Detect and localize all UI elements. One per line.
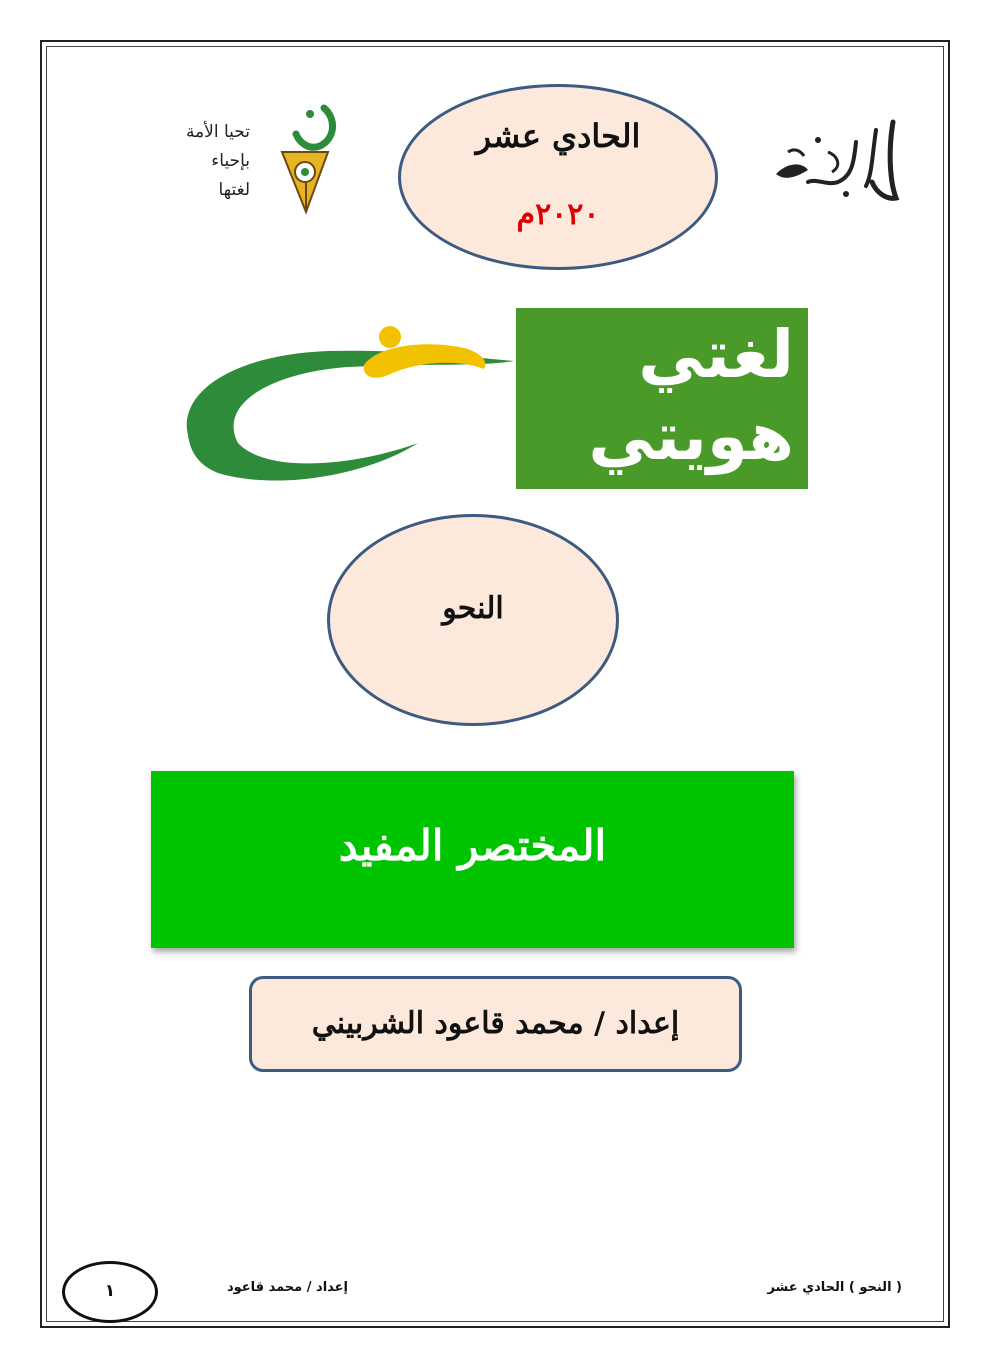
footer-author: إعداد / محمد قاعود xyxy=(226,1280,348,1295)
banner-line-2: هويتي xyxy=(588,398,794,475)
grade-badge xyxy=(398,84,718,270)
main-title-box xyxy=(151,771,794,948)
slogan-line: تحيا الأمة xyxy=(185,122,250,142)
footer-header: ( النحو ) الحادي عشر xyxy=(767,1280,902,1295)
banner-panel xyxy=(516,308,808,489)
grade-year: ٢٠٢٠م xyxy=(516,197,600,232)
subject-title: النحو xyxy=(442,591,504,626)
subject-badge xyxy=(327,514,619,726)
arabic-calligraphy-logo xyxy=(768,112,908,207)
page-number: ١ xyxy=(104,1281,116,1301)
letter-dad-swoosh-icon xyxy=(178,315,518,490)
page-number-badge xyxy=(62,1261,158,1323)
author-name: إعداد / محمد قاعود الشربيني xyxy=(311,1006,680,1041)
letter-dad-pen-logo-icon xyxy=(270,100,340,220)
banner-line-1: لغتي xyxy=(638,316,794,393)
author-box xyxy=(249,976,742,1072)
slogan-line: لغتها xyxy=(218,180,250,200)
calligraphy-logo-text: اللغة العربية xyxy=(838,204,843,205)
grade-title: الحادي عشر xyxy=(475,117,641,155)
slogan-line: بإحياء xyxy=(211,151,250,171)
main-title: المختصر المفيد xyxy=(338,821,607,870)
slogan xyxy=(150,118,250,205)
